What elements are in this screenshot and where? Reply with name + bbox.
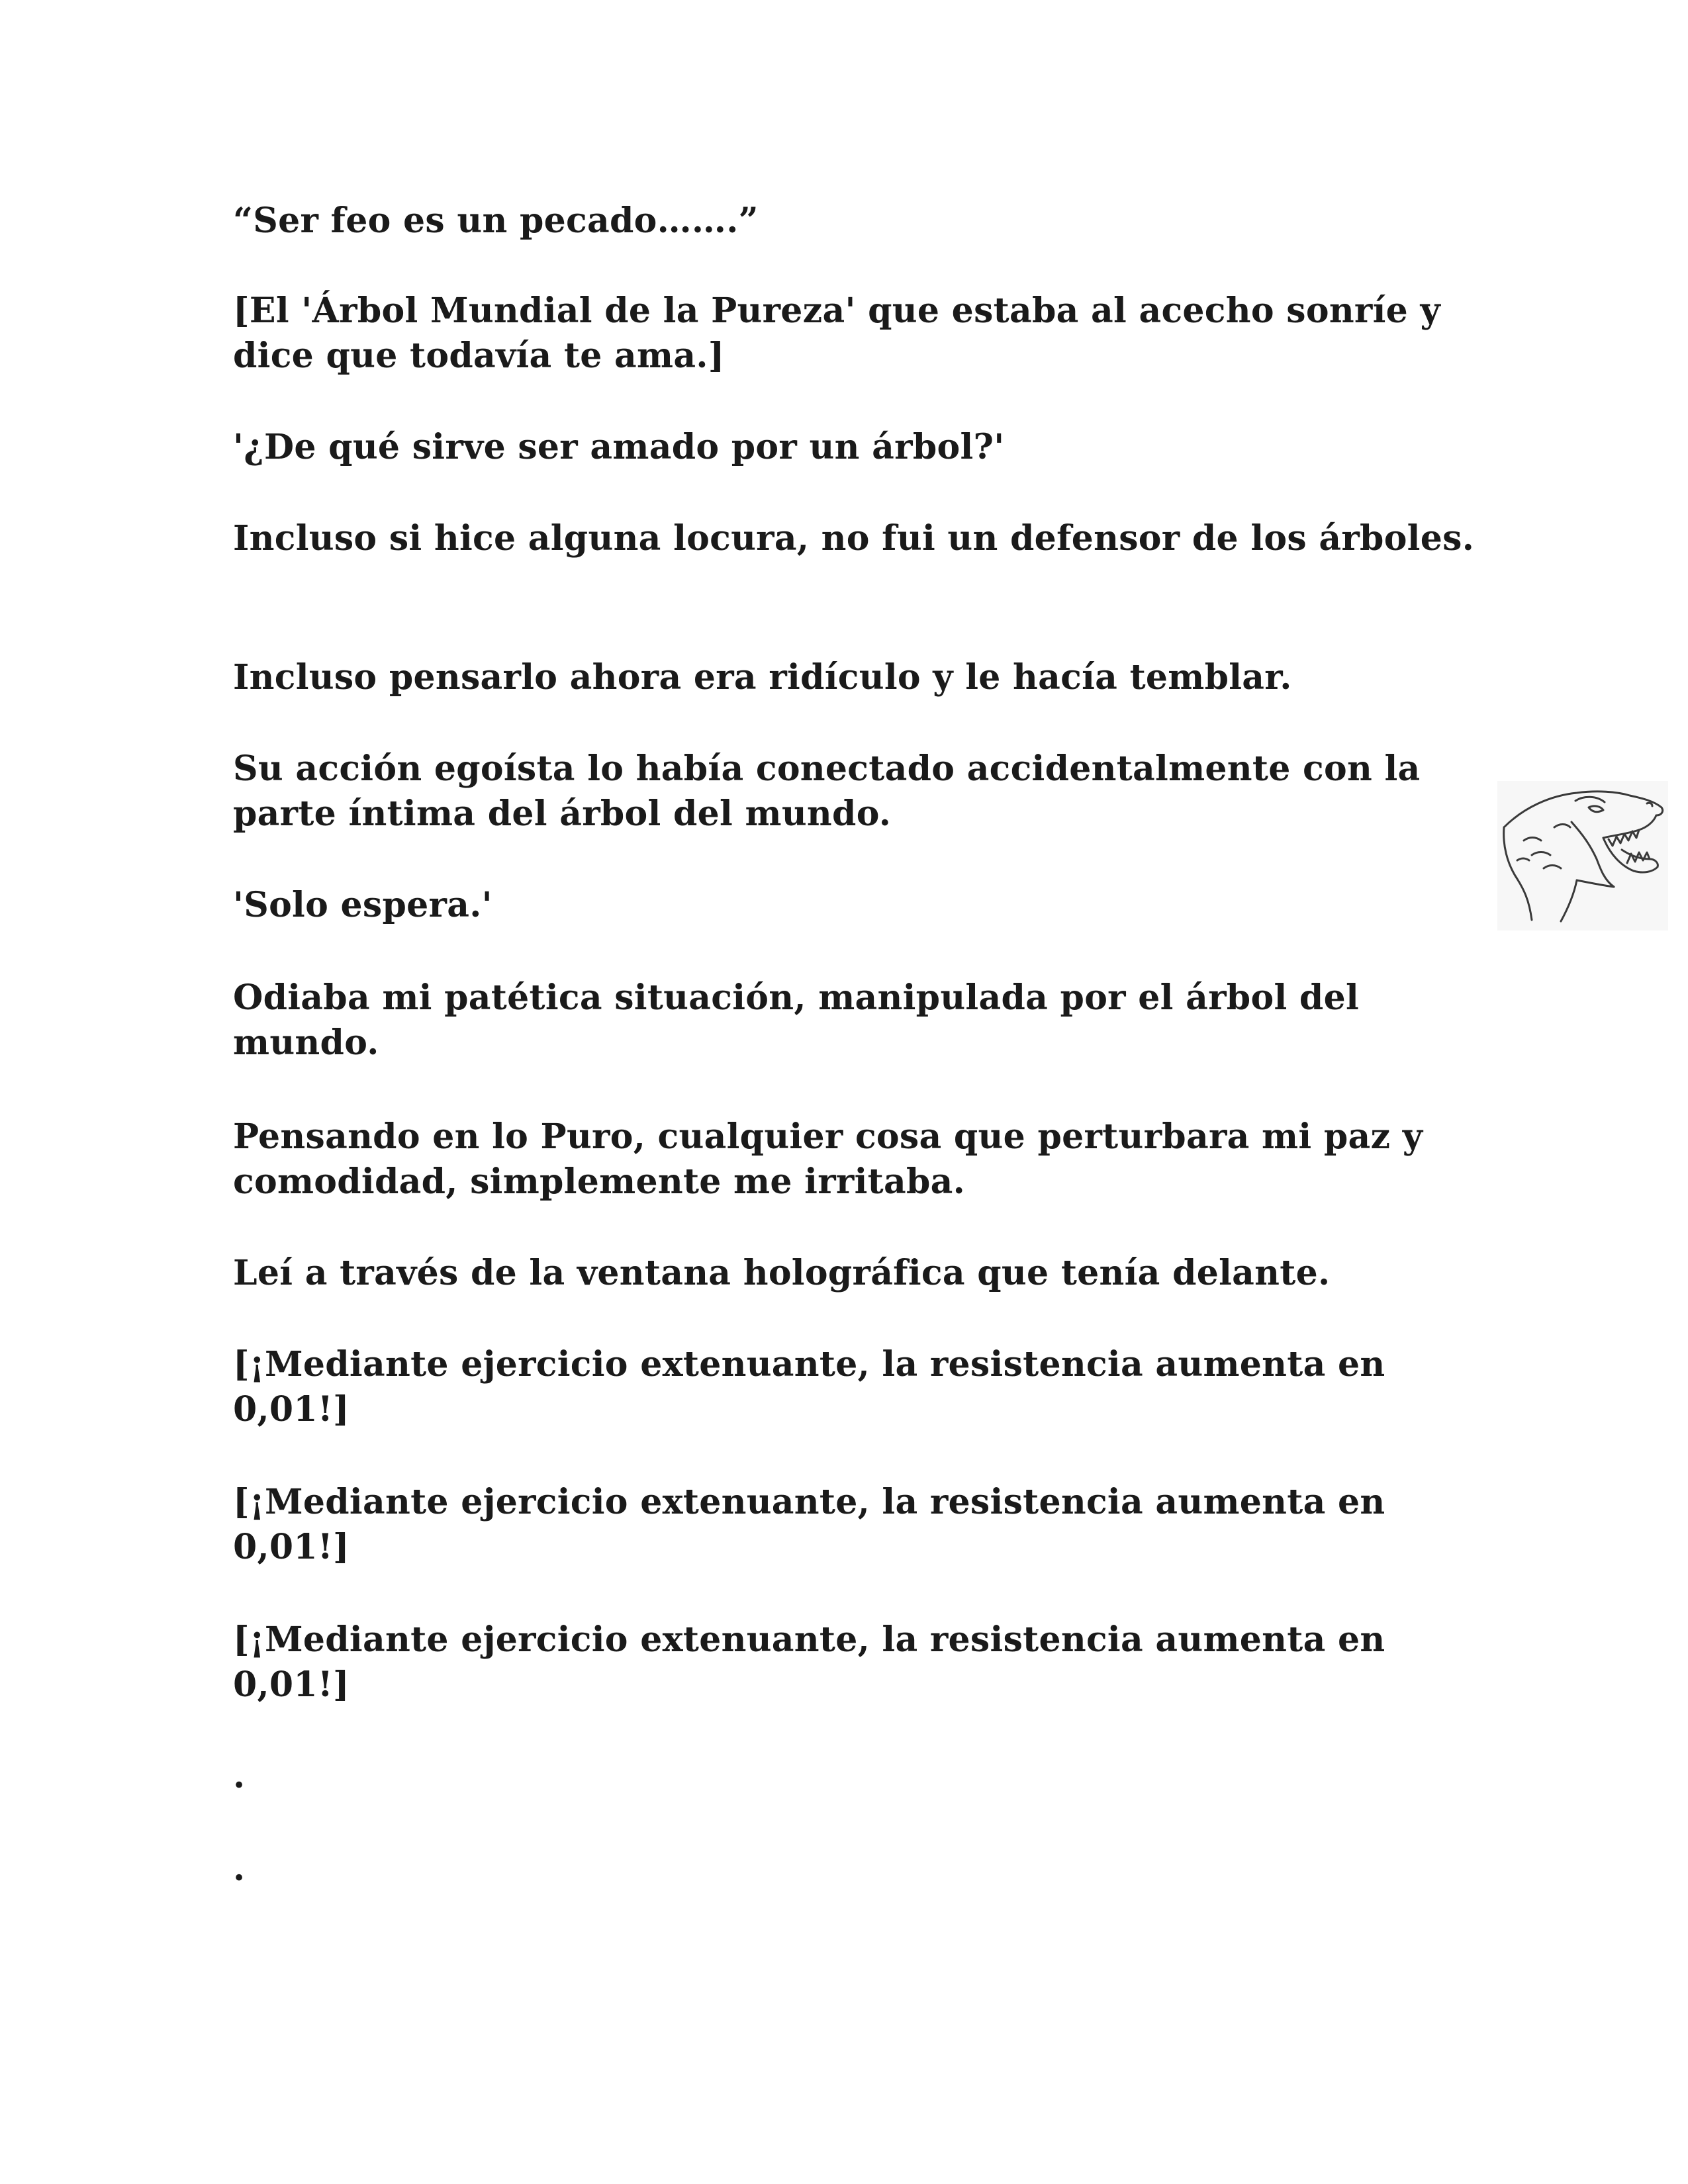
paragraph-4: Incluso si hice alguna locura, no fui un defensor de los árboles. — [233, 518, 1475, 559]
paragraph-9: Pensando en lo Puro, cualquier cosa que perturbara mi paz y comodidad, simplemente me irritaba. — [233, 1116, 1423, 1202]
paragraph-10: Leí a través de la ventana holográfica que tenía delante. — [233, 1253, 1331, 1293]
paragraph-12: [¡Mediante ejercicio extenuante, la resistencia aumenta en 0,01!] — [233, 1482, 1385, 1567]
paragraph-13: [¡Mediante ejercicio extenuante, la resistencia aumenta en 0,01!] — [233, 1619, 1385, 1705]
paragraph-8: Odiaba mi patética situación, manipulada por el árbol del mundo. — [233, 978, 1360, 1063]
paragraph-3: '¿De qué sirve ser amado por un árbol?' — [233, 427, 1005, 467]
paragraph-6: Su acción egoísta lo había conectado accidentalmente con la parte íntima del árbol del mundo. — [233, 749, 1421, 834]
paragraph-7: 'Solo espera.' — [233, 885, 492, 925]
paragraph-2: [El 'Árbol Mundial de la Pureza' que estaba al acecho sonríe y dice que todavía te ama.] — [233, 291, 1440, 376]
dinosaur-head-sketch-icon — [1497, 781, 1668, 931]
separator-dot-1: . — [233, 1756, 246, 1796]
separator-dot-2: . — [233, 1848, 246, 1889]
paragraph-5: Incluso pensarlo ahora era ridículo y le hacía temblar. — [233, 657, 1292, 698]
paragraph-11: [¡Mediante ejercicio extenuante, la resistencia aumenta en 0,01!] — [233, 1344, 1385, 1430]
paragraph-1: “Ser feo es un pecado…….” — [233, 201, 759, 241]
